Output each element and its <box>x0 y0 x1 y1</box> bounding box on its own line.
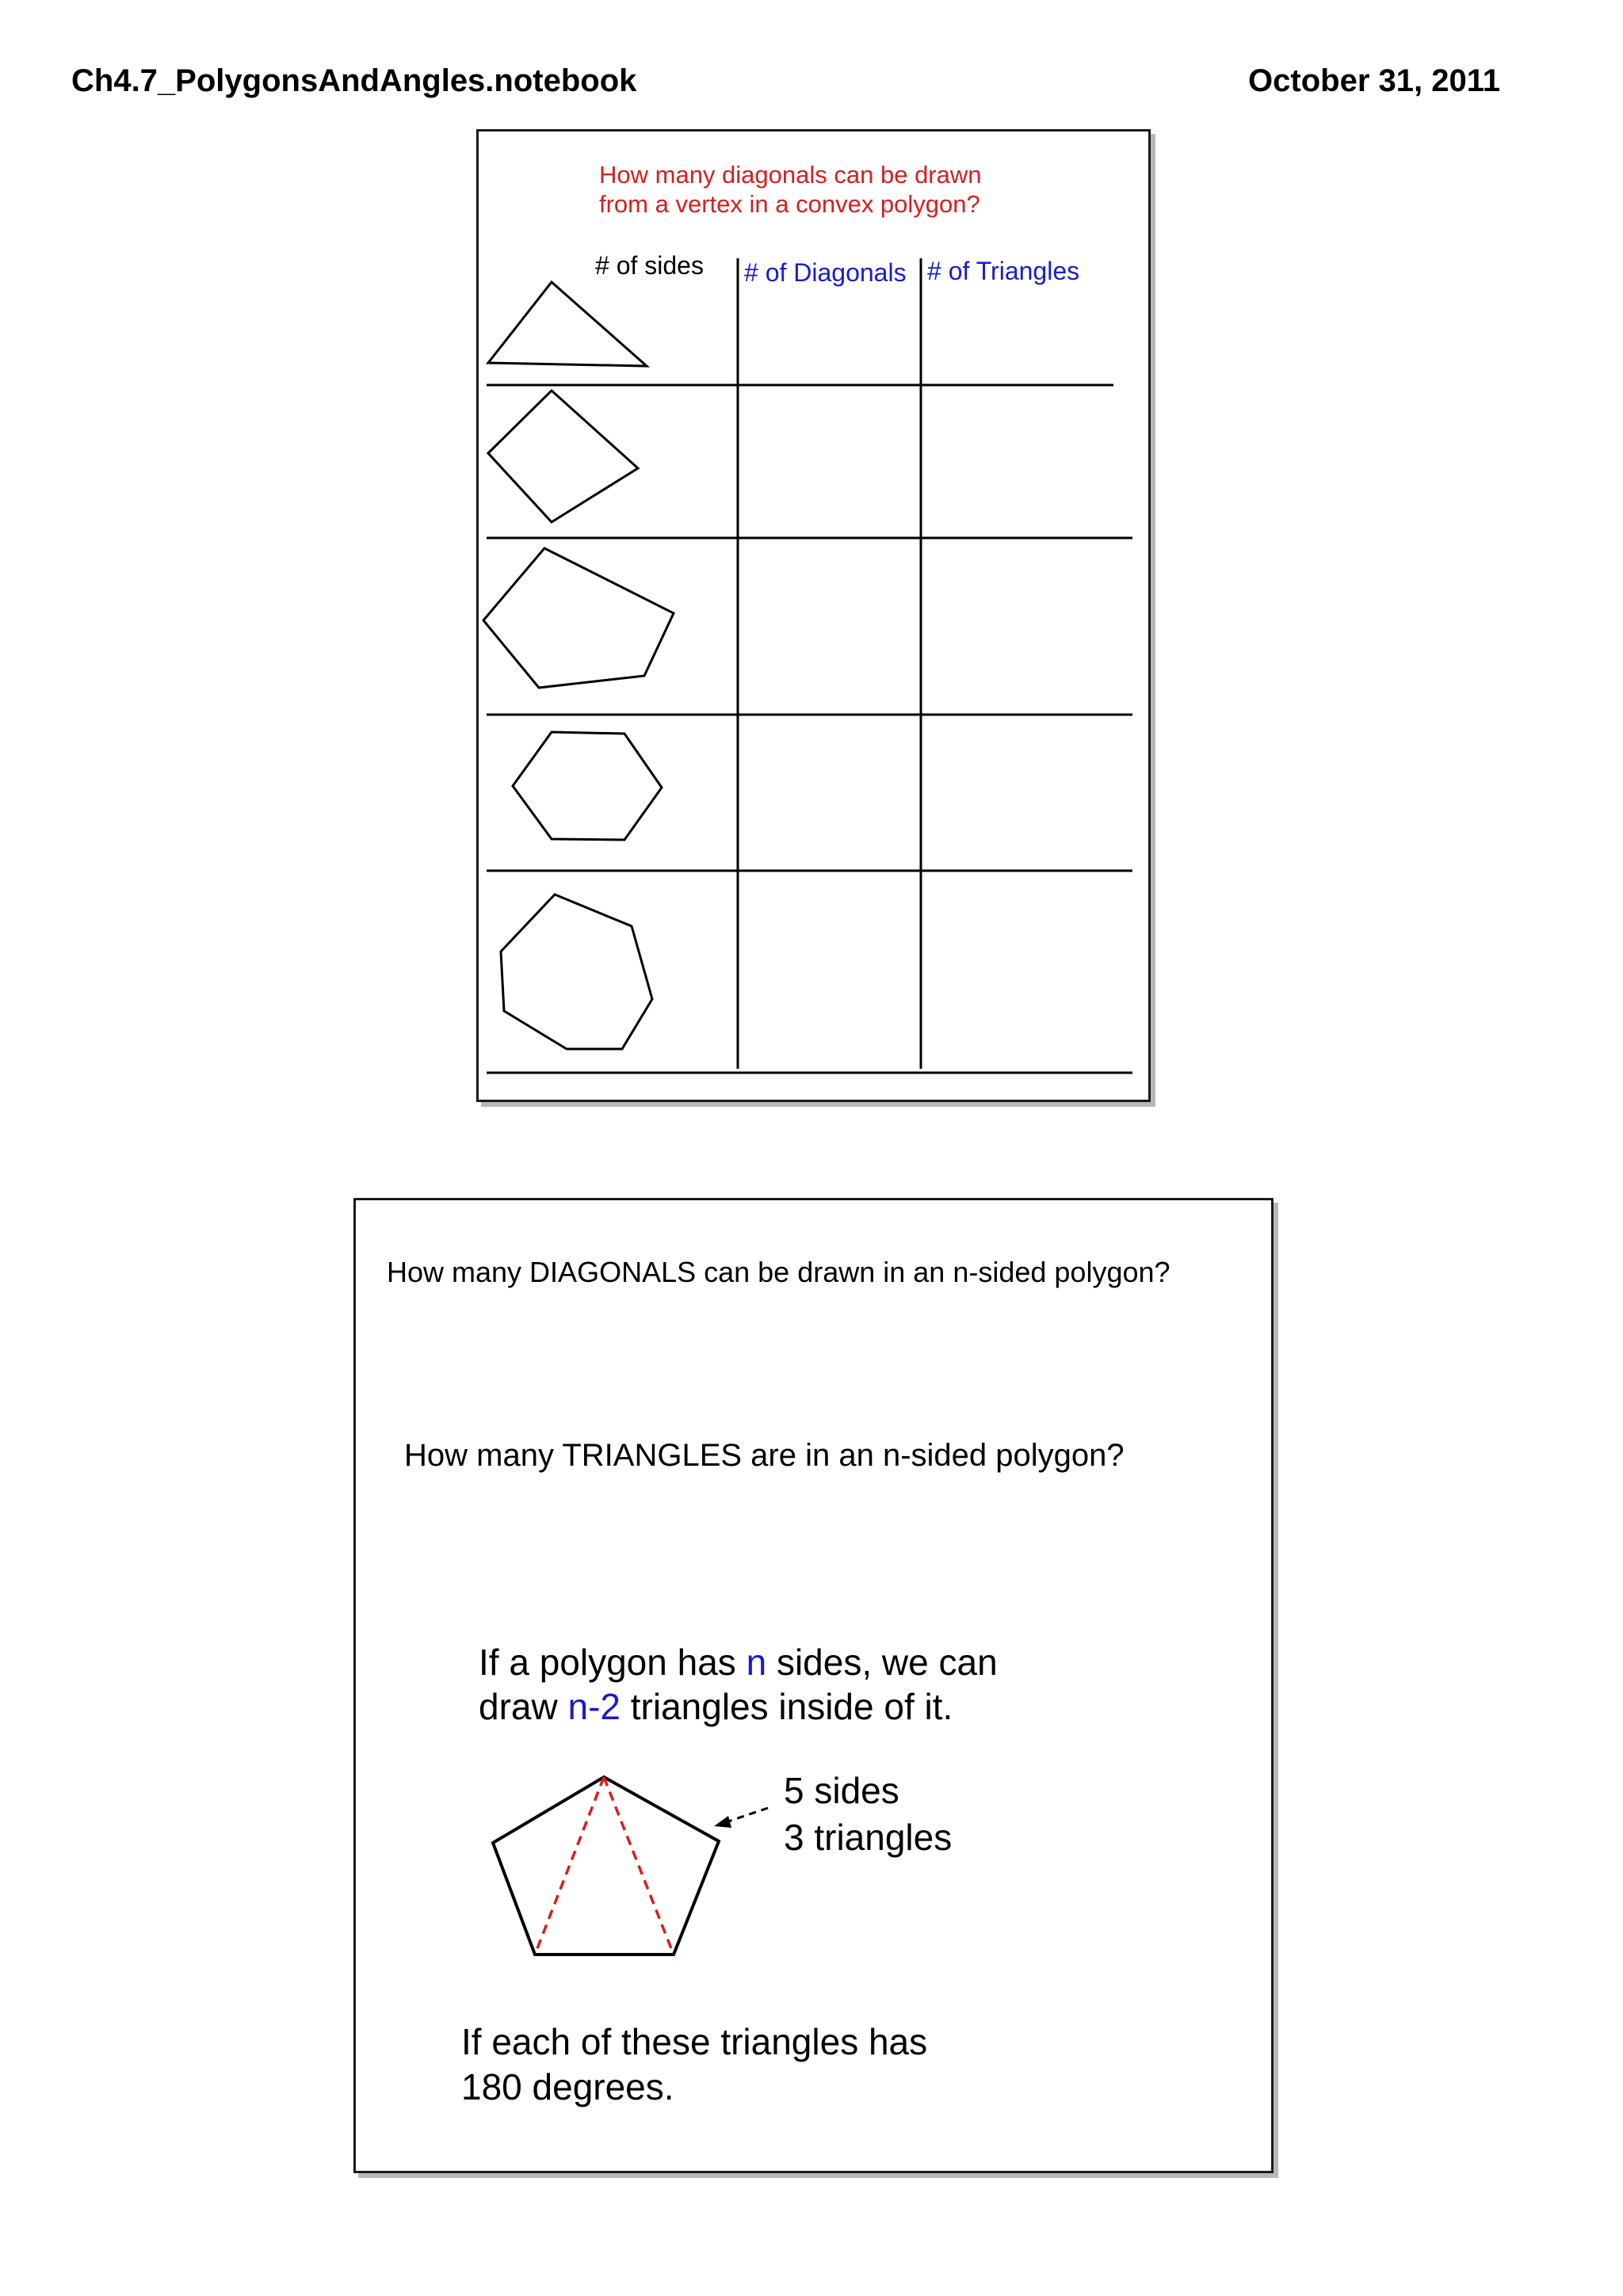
quadrilateral-shape <box>488 391 638 522</box>
triangle-shape <box>488 282 647 366</box>
variable-n: n <box>746 1642 767 1683</box>
variable-n-minus-2: n-2 <box>567 1686 621 1727</box>
heptagon-shape <box>501 894 652 1049</box>
diagonals-n-question: How many DIAGONALS can be drawn in an n-sided polygon? <box>387 1256 1170 1288</box>
arrow-head-icon <box>714 1816 731 1828</box>
notebook-title: Ch4.7_PolygonsAndAngles.notebook <box>71 63 637 98</box>
closing-statement: If each of these triangles has 180 degrees. <box>461 2021 928 2107</box>
column-header-diagonals: # of Diagonals <box>744 258 907 287</box>
pentagon-shape <box>483 548 674 688</box>
notebook-date: October 31, 2011 <box>1248 63 1500 98</box>
slide-diagonals-table <box>476 129 1151 1102</box>
example-label: 5 sides 3 triangles <box>784 1770 953 1858</box>
table-grid <box>479 132 1148 1100</box>
pentagon-example-shape <box>493 1777 719 1955</box>
slide-polygon-triangles <box>353 1198 1274 2173</box>
triangle-rule-statement: If a polygon has n sides, we can draw n-2 triangles inside of it. <box>479 1642 998 1727</box>
dashed-diagonal-left <box>535 1777 604 1955</box>
column-header-triangles: # of Triangles <box>927 257 1080 285</box>
dashed-diagonal-right <box>604 1777 674 1955</box>
diagonals-question: How many diagonals can be drawn from a vertex in a convex polygon? <box>599 161 982 218</box>
dashed-arrow-line <box>728 1808 768 1821</box>
column-header-sides: # of sides <box>595 251 704 280</box>
triangles-n-question: How many TRIANGLES are in an n-sided polygon? <box>404 1438 1125 1473</box>
hexagon-shape <box>513 732 662 840</box>
